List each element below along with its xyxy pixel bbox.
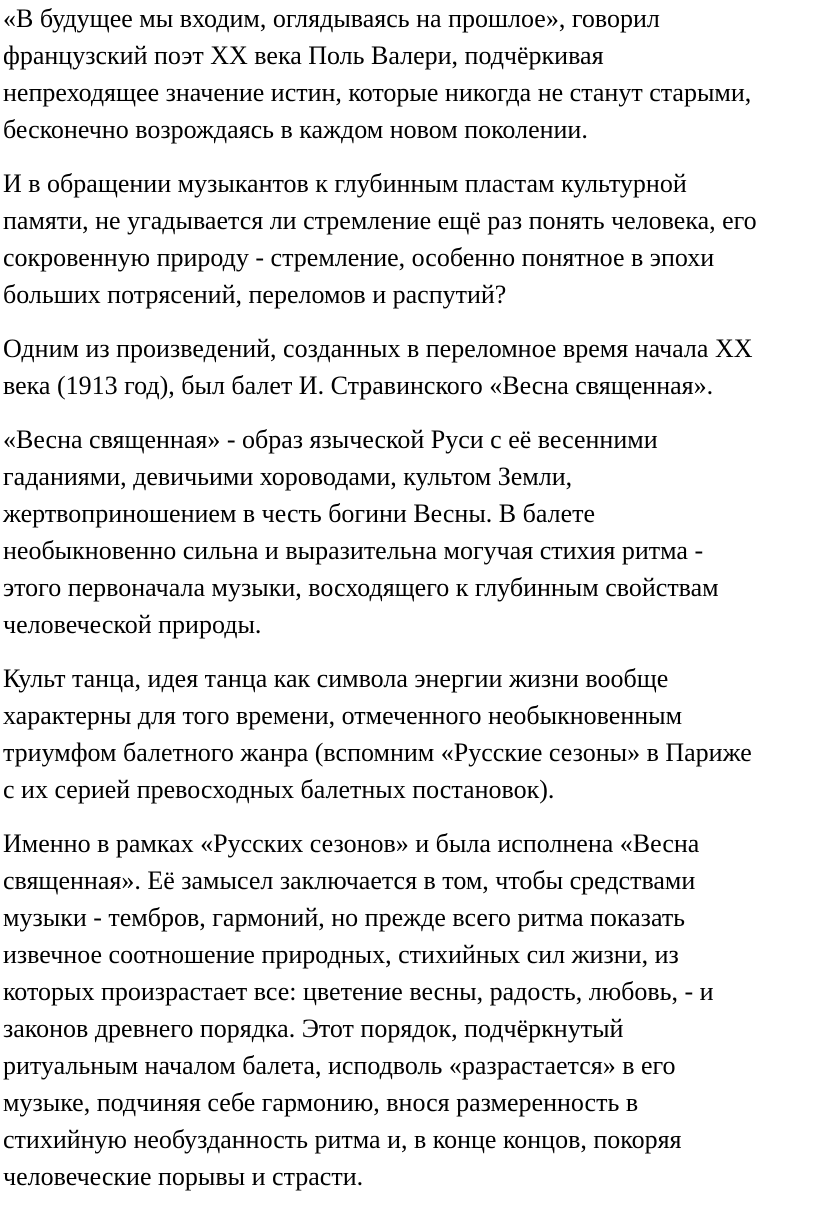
text-line: «В будущее мы входим, оглядываясь на прошлое», говорил [3, 4, 660, 33]
text-line: музыки - тембров, гармоний, но прежде всего ритма показать [3, 903, 686, 932]
paragraph-russian-seasons [3, 825, 714, 1195]
text-line: французский поэт XX века Поль Валери, подчёркивая [3, 41, 604, 70]
text-line: Одним из произведений, созданных в переломное время начала XX [3, 334, 753, 363]
text-line: ритуальным началом балета, исподволь «разрастается» в его [3, 1051, 676, 1080]
text-line: которых произрастает все: цветение весны, радость, любовь, - и [3, 977, 714, 1006]
text-line: Культ танца, идея танца как символа энергии жизни вообще [3, 664, 669, 693]
text-line: характерны для того времени, отмеченного необыкновенным [3, 701, 683, 730]
text-line: с их серией превосходных балетных постановок). [3, 775, 555, 804]
text-line: больших потрясений, переломов и распутий? [3, 280, 507, 309]
text-line: Именно в рамках «Русских сезонов» и была исполнена «Весна [3, 829, 700, 858]
text-line: необыкновенно сильна и выразительна могучая стихия ритма - [3, 536, 704, 565]
text-line: бесконечно возрождаясь в каждом новом поколении. [3, 115, 588, 144]
paragraph-cultural-memory [3, 165, 757, 313]
text-line: И в обращении музыкантов к глубинным пластам культурной [3, 169, 687, 198]
text-line: гаданиями, девичьими хороводами, культом Земли, [3, 462, 573, 491]
text-line: человеческой природы. [3, 610, 262, 639]
text-line: памяти, не угадывается ли стремление ещё раз понять человека, его [3, 206, 757, 235]
paragraph-valery-quote [3, 0, 751, 148]
text-line: законов древнего порядка. Этот порядок, подчёркнутый [3, 1014, 624, 1043]
text-line: музыке, подчиняя себе гармонию, внося размеренность в [3, 1088, 639, 1117]
text-line: непреходящее значение истин, которые никогда не станут старыми, [3, 78, 752, 107]
text-line: века (1913 год), был балет И. Стравинского «Весна священная». [3, 371, 714, 400]
text-line: сокровенную природу - стремление, особенно понятное в эпохи [3, 243, 715, 272]
text-line: священная». Её замысел заключается в том, чтобы средствами [3, 866, 696, 895]
paragraph-dance-cult [3, 660, 752, 808]
text-line: человеческие порывы и страсти. [3, 1162, 364, 1191]
text-line: этого первоначала музыки, восходящего к глубинным свойствам [3, 573, 719, 602]
paragraph-rite-of-spring-intro [3, 330, 753, 404]
text-line: жертвоприношением в честь богини Весны. В балете [3, 499, 596, 528]
text-line: «Весна священная» - образ языческой Руси с её весенними [3, 425, 658, 454]
text-line: стихийную необузданность ритма и, в конце концов, покоряя [3, 1125, 682, 1154]
text-line: триумфом балетного жанра (вспомним «Русские сезоны» в Париже [3, 738, 752, 767]
paragraph-pagan-russia [3, 421, 719, 643]
text-line: извечное соотношение природных, стихийных сил жизни, из [3, 940, 679, 969]
